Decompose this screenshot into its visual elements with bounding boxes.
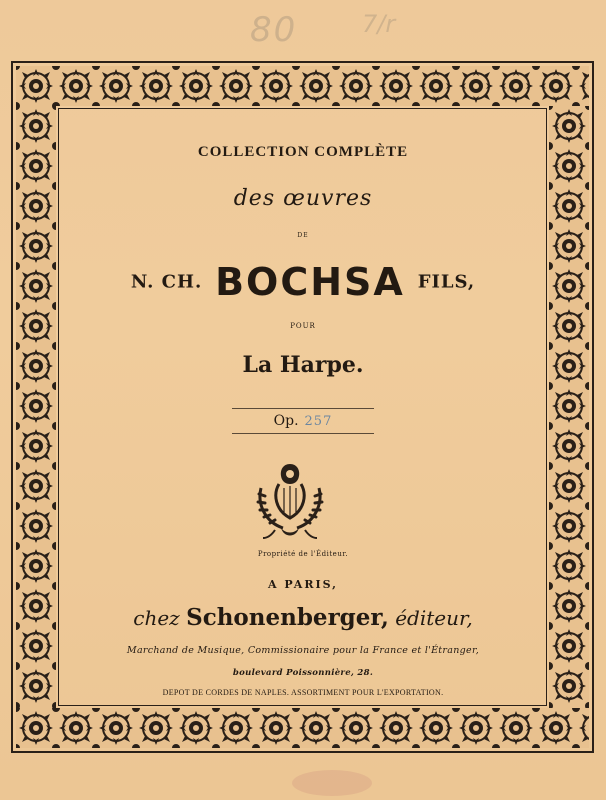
propriete-line: Propriété de l'Éditeur.	[257, 550, 349, 558]
ornament-border-bottom	[16, 708, 589, 748]
chez-word: chez	[133, 606, 180, 630]
collection-heading: COLLECTION COMPLÈTE	[197, 144, 409, 160]
ornament-border-top	[16, 66, 589, 106]
composer-name-line	[0, 260, 606, 304]
opus-label: Op.	[273, 413, 299, 429]
library-stamp	[292, 770, 372, 796]
instrument-line: La Harpe.	[242, 352, 364, 378]
composer-suffix: FILS,	[417, 271, 476, 293]
de-line: DE	[297, 232, 309, 239]
depot-line: DEPOT DE CORDES DE NAPLES. ASSORTIMENT POUR L'EXPORTATION.	[162, 688, 444, 697]
pour-line: POUR	[290, 322, 316, 330]
opus-line	[232, 408, 374, 434]
pencil-mark-left: 80	[250, 10, 298, 50]
publisher-line	[0, 604, 606, 631]
address-line: boulevard Poissonnière, 28.	[232, 668, 374, 678]
city-line: A PARIS,	[267, 578, 339, 591]
composer-name: BOCHSA	[215, 260, 405, 304]
marchand-line: Marchand de Musique, Commissionaire pour la France et l'Étranger,	[126, 645, 480, 656]
pencil-mark-right: 7/r	[362, 10, 396, 38]
opus-number: 257	[304, 414, 333, 429]
publisher-role: éditeur,	[395, 606, 473, 630]
oeuvres-line: des œuvres	[233, 186, 373, 211]
composer-prefix: N. CH.	[130, 271, 203, 293]
harp-lyre-wreath-icon	[253, 458, 327, 542]
publisher-name: Schonenberger,	[186, 604, 389, 631]
